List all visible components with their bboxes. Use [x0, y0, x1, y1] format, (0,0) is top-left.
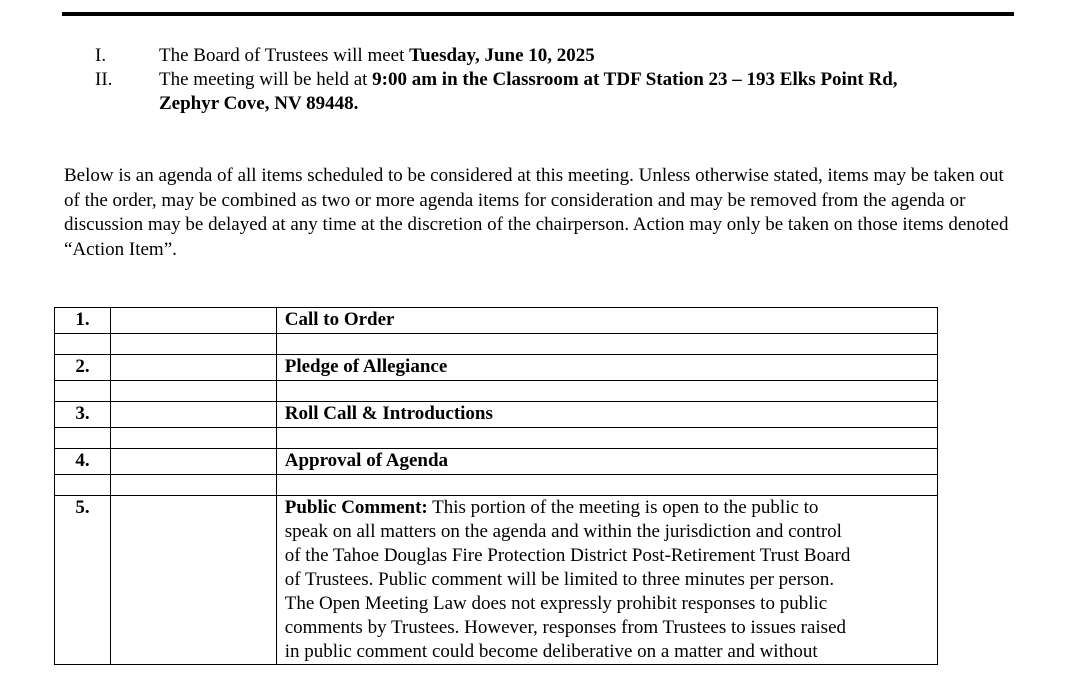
- agenda-row-public-comment: [55, 496, 938, 665]
- agenda-item-number: 1.: [55, 308, 111, 334]
- agenda-row: [55, 402, 938, 428]
- meeting-location-city: Zephyr Cove, NV 89448.: [159, 93, 359, 114]
- agenda-item-title: Pledge of Allegiance: [284, 356, 448, 377]
- agenda-row: [55, 355, 938, 381]
- public-comment-title: Public Comment:: [284, 497, 428, 518]
- roman-numeral-1: I.: [95, 45, 107, 66]
- agenda-item-number: 3.: [55, 402, 111, 428]
- header-rule: [62, 12, 1014, 16]
- meeting-location: 9:00 am in the Classroom at TDF Station 23 – 193 Elks Point Rd,: [372, 69, 898, 90]
- public-comment-text: Public Comment: This portion of the meeting is open to the public to speak on all matters on the agenda and within the jurisdiction and control of the Tahoe Douglas Fire Protection District Post-Retirement Trust Board of Trustees. Public comment will be limited to three minutes per person. The Open Meeting Law does not expressly prohibit responses to public comments by Trustees. However, responses from Trustees to issues raised in public comment could become deliberative on a matter and without: [276, 496, 937, 665]
- agenda-item-title: Call to Order: [284, 309, 395, 330]
- agenda-item-number: 4.: [55, 449, 111, 475]
- roman-numeral-2: II.: [95, 69, 113, 90]
- meeting-date: Tuesday, June 10, 2025: [409, 45, 595, 66]
- agenda-item-title: Approval of Agenda: [284, 450, 449, 471]
- meeting-location-text: The meeting will be held at 9:00 am in the Classroom at TDF Station 23 – 193 Elks Point Rd,: [159, 69, 898, 90]
- agenda-item-number: 5.: [55, 496, 111, 665]
- agenda-row: [55, 449, 938, 475]
- agenda-item-title: Roll Call & Introductions: [284, 403, 493, 424]
- meeting-date-text: The Board of Trustees will meet Tuesday, June 10, 2025: [159, 45, 595, 66]
- agenda-intro-paragraph: Below is an agenda of all items scheduled to be considered at this meeting. Unless otherwise stated, items may be taken out of the order, may be combined as two or more agenda items for consideration and may be removed from the agenda or discussion may be delayed at any time at the discretion of the chairperson. Action may only be taken on those items denoted “Action Item”.: [64, 165, 1009, 260]
- agenda-table: [54, 307, 938, 665]
- agenda-item-number: 2.: [55, 355, 111, 381]
- agenda-row: [55, 308, 938, 334]
